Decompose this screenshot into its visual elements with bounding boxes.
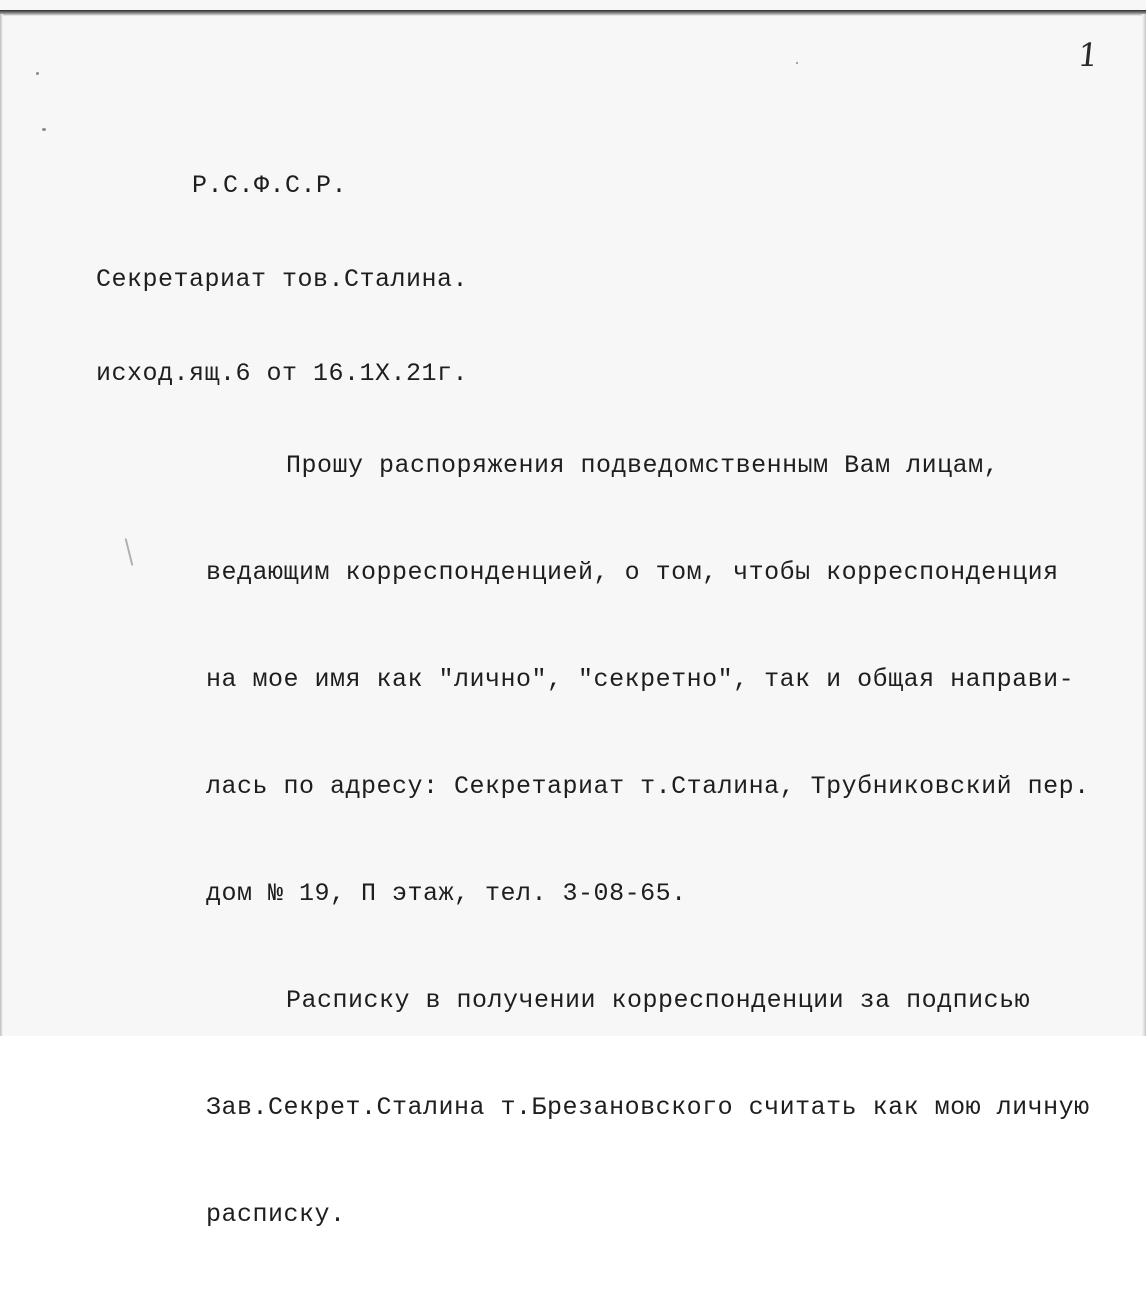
page-number: 1 (1076, 36, 1101, 74)
page-top-edge (0, 10, 1146, 16)
body-line: ведающим корреспонденцией, о том, чтобы корреспонденция (206, 558, 1059, 587)
page-left-edge (0, 14, 3, 1036)
body-line: дом № 19, П этаж, тел. 3-08-65. (206, 879, 687, 908)
paper-speck (42, 128, 46, 131)
header-org: Р.С.Ф.С.Р. (192, 171, 348, 200)
letter-body (206, 383, 1090, 1297)
paper-speck (796, 62, 798, 64)
body-line: Прошу распоряжения подведомственным Вам лицам, (286, 451, 1000, 480)
header-office: Секретариат тов.Сталина. (96, 265, 469, 294)
page-right-edge (1142, 14, 1146, 1036)
body-line: Расписку в получении корреспонденции за подписью (286, 986, 1031, 1015)
body-line: Зав.Секрет.Сталина т.Брезановского считать как мою личную (206, 1093, 1090, 1122)
body-line: на мое имя как "лично", "секретно", так и общая направи- (206, 665, 1075, 694)
header-outgoing-ref: исход.ящ.6 от 16.1Х.21г. (96, 359, 469, 388)
paper-mark (125, 538, 134, 566)
body-line: лась по адресу: Секретариат т.Сталина, Трубниковский пер. (206, 772, 1090, 801)
paper-speck (36, 72, 39, 75)
body-line: расписку. (206, 1200, 346, 1229)
